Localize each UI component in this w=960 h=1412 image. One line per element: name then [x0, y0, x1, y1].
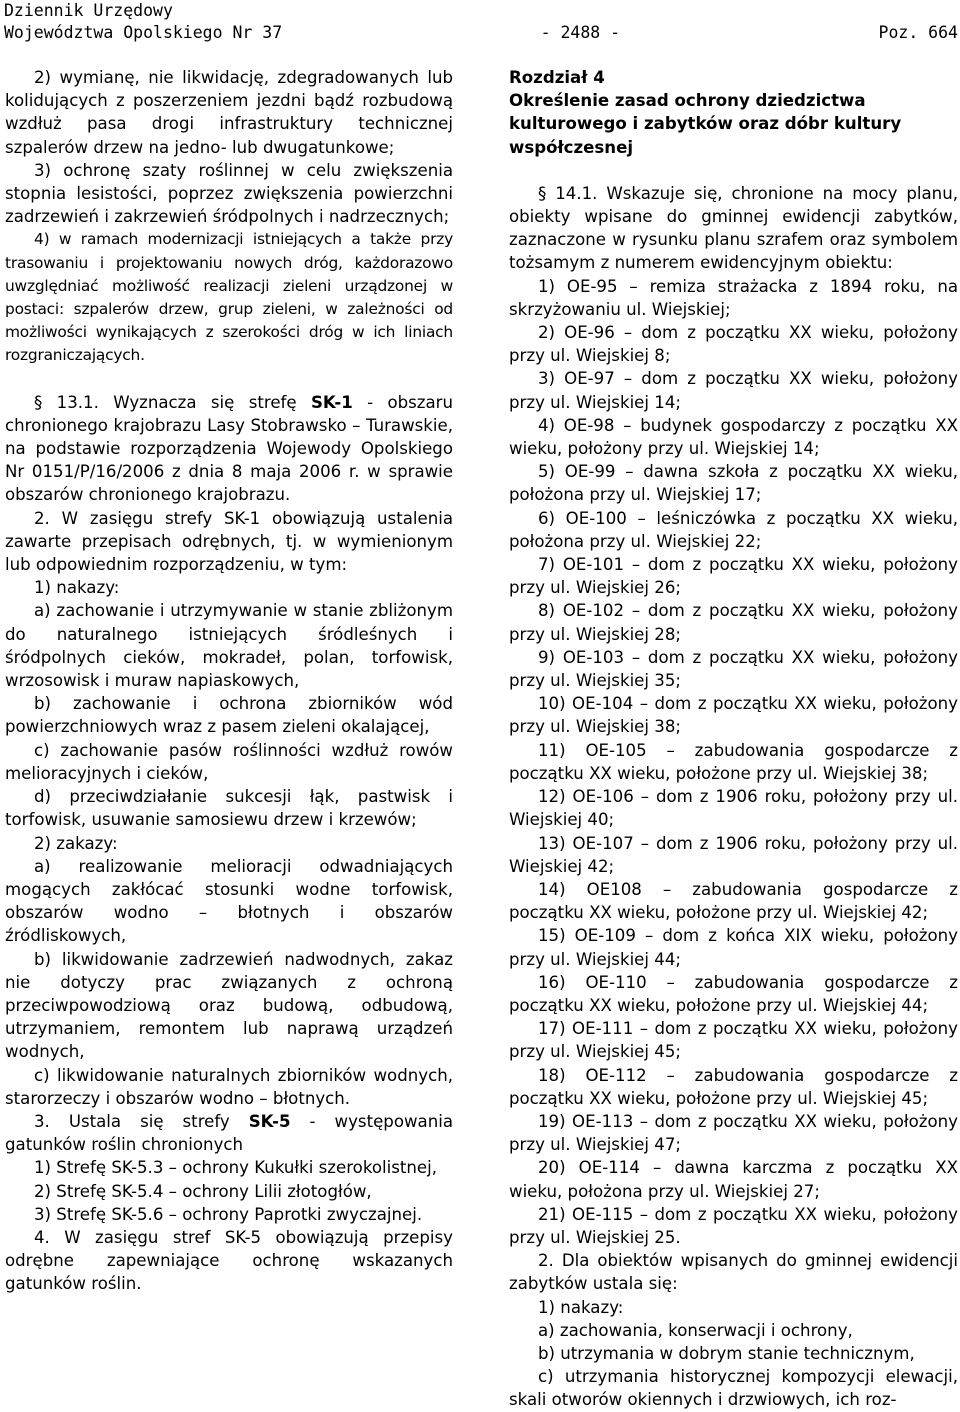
list-item: 14) OE108 – zabudowania gospodarcze z początku XX wieku, położone przy ul. Wiejskiej 42; — [509, 879, 958, 923]
section-13-paragraph-1 — [5, 391, 453, 507]
order-d: d) przeciwdziałanie sukcesji łąk, pastwisk i torfowisk, usuwanie samosiewu drzew i krzewów; — [5, 787, 453, 830]
zone-code-sk1: SK-1 — [310, 392, 353, 412]
zone-sk5-4: 2) Strefę SK-5.4 – ochrony Lilii złotogłów, — [34, 1181, 372, 1201]
list-item: 4) OE-98 – budynek gospodarczy z początku XX wieku, położony przy ul. Wiejskiej 14; — [509, 415, 958, 459]
list-item: 16) OE-110 – zabudowania gospodarcze z początku XX wieku, położone przy ul. Wiejskiej 44; — [509, 972, 958, 1015]
section-13-text: - obszaru chronionego krajobrazu Lasy Stobrawsko – Turawskie, na podstawie rozporządzenia Wojewody Opolskiego Nr 0151/P/16/2006 z dnia 8 maja 2006 r. w sprawie obszarów chronionego krajobrazu. — [5, 392, 454, 505]
list-item: 8) OE-102 – dom z początku XX wieku, położony przy ul. Wiejskiej 28; — [509, 601, 958, 644]
zone-code-sk5: SK-5 — [248, 1111, 291, 1131]
paragraph-3-intro: 3. Ustala się strefy — [34, 1111, 249, 1131]
list-item: 7) OE-101 – dom z początku XX wieku, położony przy ul. Wiejskiej 26; — [509, 555, 958, 598]
list-item: 17) OE-111 – dom z początku XX wieku, położony przy ul. Wiejskiej 45; — [509, 1019, 958, 1062]
order-a: a) zachowanie i utrzymywanie w stanie zbliżonym do naturalnego istniejących śródleśnych i śródpolnych cieków, mokradeł, polan, torfowisk, wrzosowisk i muraw napiaskowych, — [5, 601, 453, 691]
prohibition-c: c) likwidowanie naturalnych zbiorników wodnych, starorzeczy i obszarów wodno – błotnych. — [5, 1065, 453, 1108]
order-c: c) zachowanie pasów roślinności wzdłuż rowów melioracyjnych i cieków, — [5, 740, 453, 783]
page-header — [4, 0, 958, 44]
list-item: 6) OE-100 – leśniczówka z początku XX wieku, położona przy ul. Wiejskiej 22; — [509, 508, 958, 551]
list-item: 21) OE-115 – dom z początku XX wieku, położony przy ul. Wiejskiej 25. — [509, 1204, 958, 1247]
list-item: 1) OE-95 – remiza strażacka z 1894 roku, na skrzyżowaniu ul. Wiejskiej; — [509, 276, 958, 319]
list-item: 3) OE-97 – dom z początku XX wieku, położony przy ul. Wiejskiej 14; — [509, 369, 958, 412]
order-b: b) zachowanie i ochrona zbiorników wód powierzchniowych wraz z pasem zieleni okalającej, — [5, 694, 453, 737]
chapter-title: Określenie zasad ochrony dziedzictwa kulturowego i zabytków oraz dóbr kultury współczesnej — [509, 91, 902, 157]
list-item: 19) OE-113 – dom z początku XX wieku, położony przy ul. Wiejskiej 47; — [509, 1111, 958, 1155]
journal-title: Dziennik Urzędowy — [4, 1, 173, 20]
list-item: 2) OE-96 – dom z początku XX wieku, położony przy ul. Wiejskiej 8; — [509, 323, 958, 366]
paragraph-3-text: - występowania gatunków roślin chronionych — [5, 1111, 454, 1155]
section-13-intro: § 13.1. Wyznacza się strefę — [34, 392, 311, 412]
order-c: c) utrzymania historycznej kompozycji elewacji, skali otworów okiennych i drzwiowych, ich roz- — [509, 1367, 958, 1410]
list-item: 15) OE-109 – dom z końca XIX wieku, położony przy ul. Wiejskiej 44; — [509, 926, 958, 969]
left-column — [5, 66, 453, 1296]
orders-heading: 1) nakazy: — [538, 1297, 624, 1317]
section-13-paragraph-4: 4. W zasięgu stref SK-5 obowiązują przepisy odrębne zapewniające ochronę wskazanych gatunków roślin. — [5, 1227, 453, 1294]
list-item: 9) OE-103 – dom z początku XX wieku, położony przy ul. Wiejskiej 35; — [509, 647, 958, 691]
section-14-paragraph-2: 2. Dla obiektów wpisanych do gminnej ewidencji zabytków ustala się: — [509, 1251, 958, 1294]
header-line-2 — [4, 22, 958, 44]
zone-sk5-3: 1) Strefę SK-5.3 – ochrony Kukułki szerokolistnej, — [34, 1158, 437, 1178]
section-13-paragraph-2: 2. W zasięgu strefy SK-1 obowiązują ustalenia zawarte przepisach odrębnych, tj. w wymienionym lub odpowiednim rozporządzeniu, w tym: — [5, 508, 453, 575]
prohibition-b: b) likwidowanie zadrzewień nadwodnych, zakaz nie dotyczy prac związanych z ochroną przeciwpowodziową oraz budową, odbudową, utrzymaniem, remontem lub naprawą urządzeń wodnych, — [5, 949, 453, 1062]
list-item: 5) OE-99 – dawna szkoła z początku XX wieku, położona przy ul. Wiejskiej 17; — [509, 462, 958, 505]
list-item: 13) OE-107 – dom z 1906 roku, położony przy ul. Wiejskiej 42; — [509, 833, 958, 876]
section-14-paragraph-1: § 14.1. Wskazuje się, chronione na mocy planu, obiekty wpisane do gminnej ewidencji zabytków, zaznaczone w rysunku planu szrafem oraz symbolem tożsamym z numerem ewidencyjnym obiektu: — [509, 183, 958, 273]
journal-issue: Województwa Opolskiego Nr 37 — [4, 23, 283, 42]
list-item: 12) OE-106 – dom z 1906 roku, położony przy ul. Wiejskiej 40; — [509, 787, 958, 830]
page-number: - 2488 - — [540, 23, 621, 42]
item-2: 2) wymianę, nie likwidację, zdegradowanych lub kolidujących z poszerzeniem jezdni bądź rozbudową wzdłuż pasa drogi infrastruktury technicznej szpalerów drzew na jedno- lub dwugatunkowe; — [5, 68, 453, 157]
list-item: 18) OE-112 – zabudowania gospodarcze z początku XX wieku, położone przy ul. Wiejskiej 45; — [509, 1065, 958, 1108]
orders-heading: 1) nakazy: — [34, 578, 120, 598]
position-number: Poz. 664 — [878, 23, 958, 42]
section-13-paragraph-3 — [5, 1110, 453, 1156]
prohibitions-heading: 2) zakazy: — [34, 833, 118, 853]
list-item: 10) OE-104 – dom z początku XX wieku, położony przy ul. Wiejskiej 38; — [509, 694, 958, 737]
prohibition-a: a) realizowanie melioracji odwadniających mogących zakłócać stosunki wodne torfowisk, obszarów wodno – błotnych i obszarów źródliskowych, — [5, 856, 453, 946]
zone-sk5-6: 3) Strefę SK-5.6 – ochrony Paprotki zwyczajnej. — [34, 1204, 423, 1224]
item-3: 3) ochronę szaty roślinnej w celu zwiększenia stopnia lesistości, poprzez zwiększenia powierzchni zadrzewień i zakrzewień śródpolnych i nadrzecznych; — [5, 160, 453, 227]
list-item: 20) OE-114 – dawna karczma z początku XX wieku, położona przy ul. Wiejskiej 27; — [509, 1158, 958, 1201]
order-a: a) zachowania, konserwacji i ochrony, — [538, 1320, 853, 1340]
right-column — [509, 66, 958, 1412]
list-item: 11) OE-105 – zabudowania gospodarcze z początku XX wieku, położone przy ul. Wiejskiej 38; — [509, 740, 958, 783]
item-4: 4) w ramach modernizacji istniejących a także przy trasowaniu i projektowaniu nowych dróg, każdorazowo uwzględniać możliwość realizacji zieleni urządzonej w postaci: szpalerów drzew, grup zieleni, w zależności od możliwości wynikających z szerokości dróg w ich liniach rozgraniczających. — [5, 230, 453, 365]
monument-list — [509, 275, 958, 1250]
chapter-heading: Rozdział 4 — [509, 68, 605, 87]
order-b: b) utrzymania w dobrym stanie technicznym, — [538, 1343, 915, 1363]
